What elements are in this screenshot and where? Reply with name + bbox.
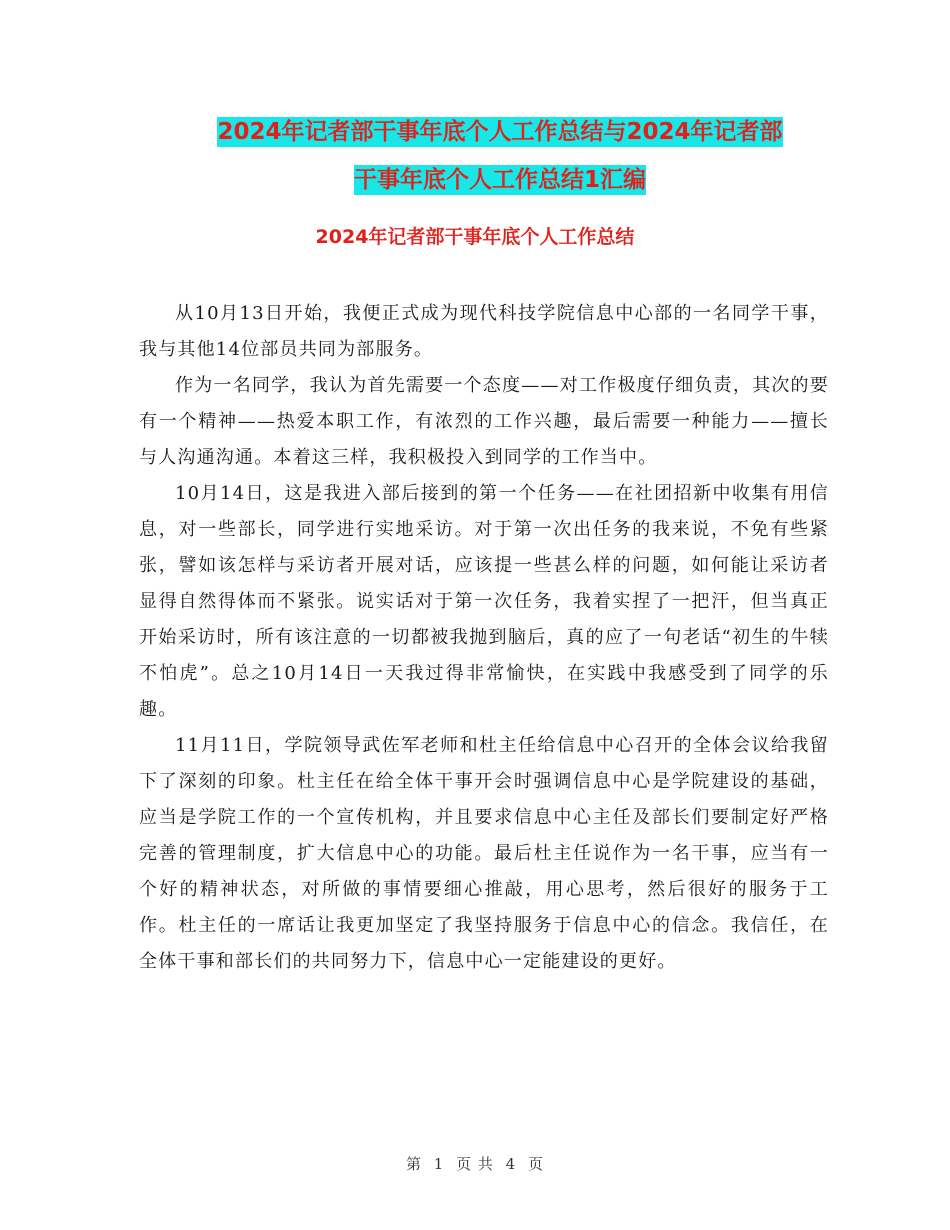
paragraph: 10月14日，这是我进入部后接到的第一个任务——在社团招新中收集有用信息，对一些部长，同学进行实地采访。对于第一次出任务的我来说，不免有些紧张，譬如该怎样与采访者开展对话，应该提一些甚么样的问题，如何能让采访者显得自然得体而不紧张。说实话对于第一次任务，我着实捏了一把汗，但当真正开始采访时，所有该注意的一切都被我抛到脑后，真的应了一句老话“初生的牛犊不怕虎”。总之10月14日一天我过得非常愉快，在实践中我感受到了同学的乐趣。 [139,483,829,720]
page-current: 1 [433,1155,445,1173]
title-line-1: 2024年记者部干事年底个人工作总结与2024年记者部 [217,119,783,145]
page-total: 4 [505,1155,517,1173]
section-title: 2024年记者部干事年底个人工作总结 [315,226,635,248]
page-footer [0,1153,950,1174]
document-title [130,108,870,204]
title-line-2: 干事年底个人工作总结1汇编 [353,167,646,193]
page-suffix: 页 [528,1155,545,1173]
page-mid: 页 共 [456,1155,494,1173]
paragraph: 11月11日，学院领导武佐军老师和杜主任给信息中心召开的全体会议给我留下了深刻的印象。杜主任在给全体干事开会时强调信息中心是学院建设的基础，应当是学院工作的一个宣传机构，并且要求信息中心主任及部长们要制定好严格完善的管理制度，扩大信息中心的功能。最后杜主任说作为一名干事，应当有一个好的精神状态，对所做的事情要细心推敲，用心思考，然后很好的服务于工作。杜主任的一席话让我更加坚定了我坚持服务于信息中心的信念。我信任，在全体干事和部长们的共同努力下，信息中心一定能建设的更好。 [139,735,829,972]
page-prefix: 第 [405,1155,422,1173]
paragraph: 从10月13日开始，我便正式成为现代科技学院信息中心部的一名同学干事，我与其他14位部员共同为部服务。 [139,303,829,360]
document-body [139,296,829,980]
paragraph: 作为一名同学，我认为首先需要一个态度——对工作极度仔细负责，其次的要有一个精神——热爱本职工作，有浓烈的工作兴趣，最后需要一种能力——擅长与人沟通沟通。本着这三样，我积极投入到同学的工作当中。 [139,375,829,468]
